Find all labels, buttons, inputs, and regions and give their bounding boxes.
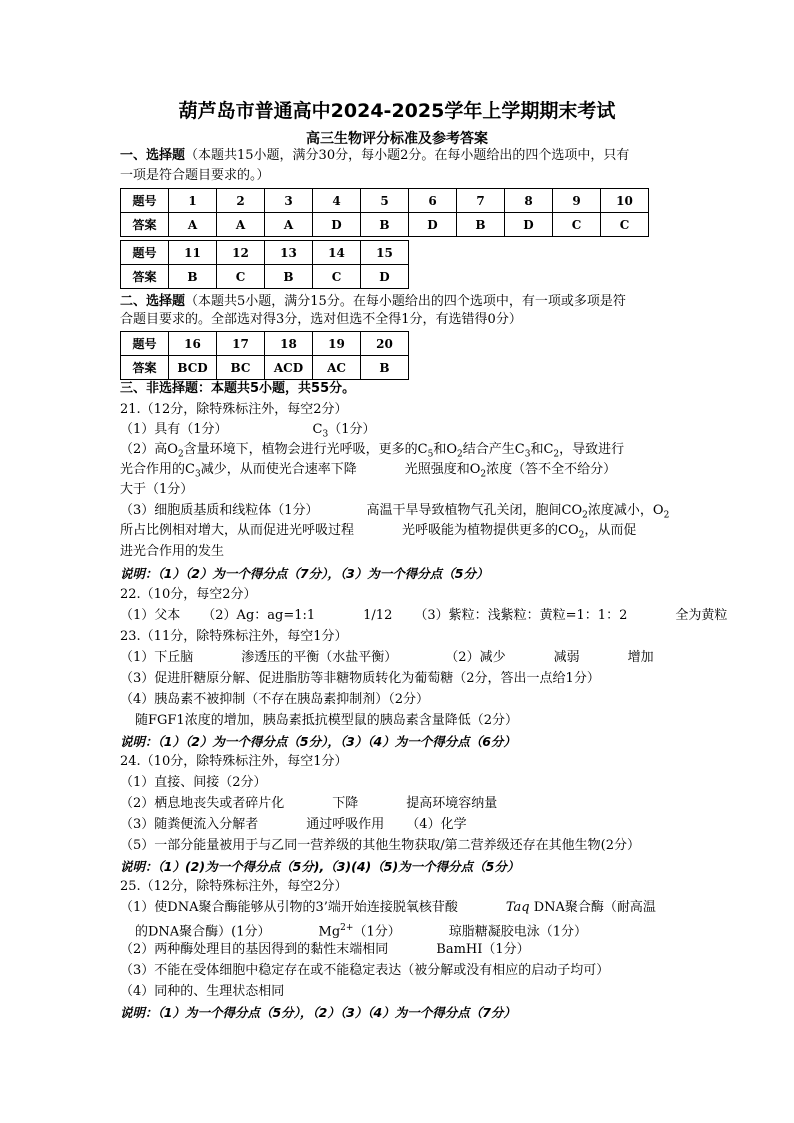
- text-segment: 浓度减小，O: [587, 503, 664, 518]
- q25-line-5: （4）同种的、生理状态相同: [120, 984, 285, 999]
- q23-line-3: （4）胰岛素不被抑制（不存在胰岛素抑制剂）（2分）: [120, 692, 430, 707]
- answer-cell: A: [217, 213, 265, 237]
- q21-line-3: [120, 461, 616, 484]
- q21-scoring-note: 说明：（1）（2）为一个得分点（7分），（3）为一个得分点（5分）: [120, 566, 489, 581]
- text-segment: 含量环境下，植物会进行光呼吸，更多的C: [183, 442, 428, 457]
- q23-title: 23.（11分，除特殊标注外，每空1分）: [120, 629, 348, 644]
- text-segment: ，从而促: [584, 523, 637, 538]
- section1-desc-1: （本题共15小题，满分30分，每小题2分。在每小题给出的四个选项中，只有: [185, 148, 630, 163]
- text-segment: （1）父本: [120, 608, 181, 623]
- subscript: 2: [480, 469, 487, 480]
- text-segment: ，导致进行: [559, 442, 625, 457]
- question-number: 12: [217, 241, 265, 265]
- q21-answer-1: （1）具有（1分）: [120, 422, 228, 437]
- q23-scoring-note: 说明：（1）（2）为一个得分点（5分），（3）（4）为一个得分点（6分）: [120, 734, 516, 749]
- text-segment: 光合作用的C: [120, 462, 195, 477]
- section1-answer-table-b: [120, 240, 409, 289]
- question-number: 16: [169, 332, 217, 356]
- question-number: 3: [265, 189, 313, 213]
- subscript: 5: [427, 449, 434, 460]
- section2-answer-table: [120, 331, 409, 380]
- text-segment: （2）栖息地丧失或者碎片化: [120, 796, 285, 811]
- q24-line-4: （5）一部分能量被用于与乙同一营养级的其他生物获取/第二营养级还存在其他生物(2分）: [120, 838, 640, 853]
- question-number: 13: [265, 241, 313, 265]
- answer-cell: BCD: [169, 356, 217, 380]
- q23-line-2: （3）促进肝糖原分解、促进脂肪等非糖物质转化为葡萄糖（2分，答出一点给1分）: [120, 671, 600, 686]
- subscript: 3: [524, 449, 531, 460]
- text-segment: 结合产生C: [462, 442, 525, 457]
- question-number: 4: [313, 189, 361, 213]
- table-row: [121, 332, 409, 356]
- q21-title: 21.（12分，除特殊标注外，每空2分）: [120, 402, 348, 417]
- question-number: 14: [313, 241, 361, 265]
- text-segment: （4）化学: [406, 817, 467, 832]
- question-number: 9: [553, 189, 601, 213]
- text-segment: （1分）: [353, 924, 401, 940]
- table-row: [121, 241, 409, 265]
- q21-line-7: 进光合作用的发生: [120, 544, 225, 559]
- q25-line-4: （3）不能在受体细胞中稳定存在或不能稳定表达（被分解或没有相应的启动子均可）: [120, 963, 610, 978]
- text-segment: 减少，从而使光合速率下降: [200, 462, 357, 477]
- text-segment: 渗透压的平衡（水盐平衡）: [241, 650, 398, 665]
- text-segment: 减弱: [553, 650, 580, 665]
- page-subtitle: 高三生物评分标准及参考答案: [306, 131, 488, 147]
- table-row: [121, 189, 649, 213]
- q23-line-4: 随FGF1浓度的增加，胰岛素抵抗模型鼠的胰岛素含量降低（2分）: [135, 713, 518, 728]
- table-row: [121, 265, 409, 289]
- answer-cell: C: [313, 265, 361, 289]
- answer-cell: B: [265, 265, 313, 289]
- text-segment: 提高环境容纳量: [406, 796, 498, 811]
- q24-line-2: [120, 795, 497, 812]
- q22-line-1: [120, 607, 727, 624]
- text-segment: 和C: [530, 442, 554, 457]
- text-segment: BamHI（1分）: [436, 942, 530, 957]
- section2-intro: [120, 293, 626, 310]
- text-segment: DNA聚合酶（耐高温: [529, 900, 656, 915]
- text-segment: （2）Ag：ag=1:1: [202, 608, 316, 623]
- answer-cell: D: [361, 265, 409, 289]
- text-segment: 下降: [332, 796, 359, 811]
- answer-cell: B: [361, 213, 409, 237]
- q24-line-3: [120, 816, 467, 833]
- answer-cell: D: [313, 213, 361, 237]
- text-segment: Mg: [318, 924, 341, 940]
- text-segment: 浓度（答不全不给分）: [486, 462, 617, 477]
- q24-title: 24.（10分，除特殊标注外，每空1分）: [120, 754, 348, 769]
- text-segment: 和O: [433, 442, 458, 457]
- q25-scoring-note: 说明：（1）为一个得分点（5分），（2）（3）（4）为一个得分点（7分）: [120, 1005, 516, 1020]
- answer-cell: ACD: [265, 356, 313, 380]
- row-label-question: 题号: [121, 189, 169, 213]
- q25-line-2: [135, 920, 587, 940]
- text-segment: 光呼吸能为植物提供更多的CO: [402, 523, 579, 538]
- row-label-answer: 答案: [121, 265, 169, 289]
- text-segment: （2）两种酶处理目的基因得到的黏性末端相同: [120, 942, 389, 957]
- text-segment: （2）高O: [120, 442, 178, 457]
- section3-heading: 三、非选择题：本题共5小题，共55分。: [120, 381, 356, 396]
- q25-line-1: [120, 899, 656, 916]
- question-number: 19: [313, 332, 361, 356]
- table-row: [121, 213, 649, 237]
- q24-line-1: （1）直接、间接（2分）: [120, 775, 267, 790]
- section1-desc-2: 一项是符合题目要求的。）: [120, 168, 270, 183]
- text-segment: 增加: [627, 650, 654, 665]
- answer-cell: C: [553, 213, 601, 237]
- section1-heading: 一、选择题: [120, 148, 186, 163]
- text-segment: （3）随粪便流入分解者: [120, 817, 259, 832]
- row-label-answer: 答案: [121, 213, 169, 237]
- answer-cell: AC: [313, 356, 361, 380]
- text-segment: 1/12: [363, 608, 393, 623]
- section2-heading: 二、选择题: [120, 294, 186, 309]
- question-number: 1: [169, 189, 217, 213]
- question-number: 5: [361, 189, 409, 213]
- subscript: 2: [578, 530, 585, 541]
- answer-cell: B: [169, 265, 217, 289]
- text-segment: （1）使DNA聚合酶能够从引物的3’端开始连接脱氧核苷酸: [120, 900, 458, 915]
- question-number: 11: [169, 241, 217, 265]
- row-label-answer: 答案: [121, 356, 169, 380]
- text-segment: 所占比例相对增大，从而促进光呼吸过程: [120, 523, 355, 538]
- page-title: 葫芦岛市普通高中2024-2025学年上学期期末考试: [178, 100, 616, 122]
- section1-intro: [120, 147, 629, 164]
- q24-scoring-note: 说明：（1）(2)为一个得分点（5分),（3)(4)（5)为一个得分点（5分）: [120, 859, 520, 874]
- section2-desc-2: 合题目要求的。全部选对得3分，选对但选不全得1分，有选错得0分）: [120, 312, 522, 327]
- subscript: 2: [663, 510, 670, 521]
- table-row: [121, 356, 409, 380]
- subscript: 2: [177, 449, 184, 460]
- q25-line-3: [120, 941, 530, 958]
- text-segment: （3）细胞质基质和线粒体（1分）: [120, 503, 319, 518]
- text-segment: 的DNA聚合酶）(1分）: [135, 924, 271, 940]
- question-number: 17: [217, 332, 265, 356]
- answer-cell: B: [457, 213, 505, 237]
- question-number: 2: [217, 189, 265, 213]
- text-segment: （1）下丘脑: [120, 650, 194, 665]
- answer-cell: C: [601, 213, 649, 237]
- text-segment: 全为黄粒: [675, 608, 728, 623]
- text-segment: 琼脂糖凝胶电泳（1分）: [448, 924, 588, 940]
- question-number: 15: [361, 241, 409, 265]
- subscript: 2: [457, 449, 463, 460]
- question-number: 10: [601, 189, 649, 213]
- text-segment: （2）减少: [445, 650, 506, 665]
- text-segment: （3）紫粒：浅紫粒：黄粒=1：1：2: [414, 608, 628, 623]
- answer-cell: C: [217, 265, 265, 289]
- q25-title: 25.（12分，除特殊标注外，每空2分）: [120, 879, 348, 894]
- subscript: 2: [553, 449, 560, 460]
- q21-answer-2-score: （1分）: [328, 422, 376, 437]
- text-segment: 通过呼吸作用: [306, 817, 385, 832]
- subscript: 2: [582, 510, 588, 521]
- answer-cell: D: [505, 213, 553, 237]
- question-number: 18: [265, 332, 313, 356]
- section1-answer-table-a: [120, 188, 649, 237]
- answer-cell: D: [409, 213, 457, 237]
- answer-cell: BC: [217, 356, 265, 380]
- q23-line-1: [120, 649, 654, 666]
- answer-cell: A: [265, 213, 313, 237]
- q21-line-6: [120, 522, 636, 545]
- text-segment: 高温干旱导致植物气孔关闭，胞间CO: [366, 503, 583, 518]
- question-number: 20: [361, 332, 409, 356]
- superscript: 2+: [340, 923, 354, 933]
- row-label-question: 题号: [121, 332, 169, 356]
- question-number: 6: [409, 189, 457, 213]
- question-number: 7: [457, 189, 505, 213]
- q22-title: 22.（10分，每空2分）: [120, 587, 257, 602]
- q21-answer-2: C: [312, 422, 323, 437]
- answer-cell: B: [361, 356, 409, 380]
- italic-term: Taq: [505, 900, 530, 915]
- q21-line-4: 大于（1分）: [120, 482, 194, 497]
- question-number: 8: [505, 189, 553, 213]
- subscript: 3: [194, 469, 201, 480]
- answer-cell: A: [169, 213, 217, 237]
- section2-desc-1: （本题共5小题，满分15分。在每小题给出的四个选项中，有一项或多项是符: [185, 294, 626, 309]
- subscript: 3: [322, 429, 329, 440]
- row-label-question: 题号: [121, 241, 169, 265]
- text-segment: 光照强度和O: [404, 462, 481, 477]
